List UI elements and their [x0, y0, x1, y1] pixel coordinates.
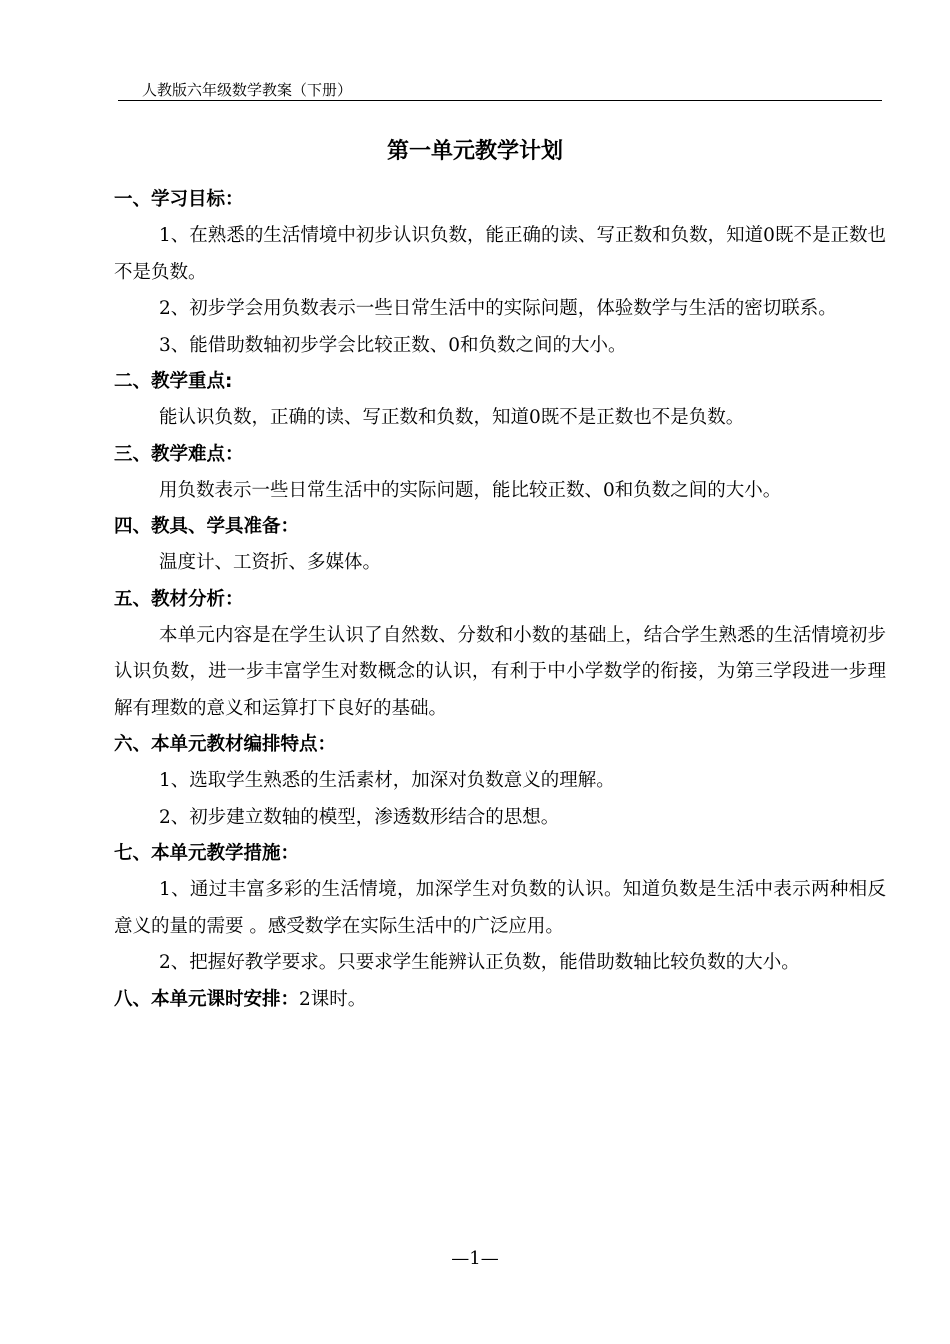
paragraph: 3、能借助数轴初步学会比较正数、0和负数之间的大小。 — [159, 334, 627, 356]
paragraph: 2、初步学会用负数表示一些日常生活中的实际问题，体验数学与生活的密切联系。 — [159, 298, 837, 319]
section-heading: 六、本单元教材编排特点： — [114, 734, 337, 755]
section-heading-schedule — [114, 982, 886, 1018]
paragraph: 用负数表示一些日常生活中的实际问题，能比较正数、0和负数之间的大小。 — [159, 479, 782, 501]
running-header — [118, 78, 882, 101]
header-text: 人教版六年级数学教案（下册） — [142, 81, 353, 99]
page-title: 第一单元教学计划 — [386, 139, 563, 164]
paragraph: 2、把握好教学要求。只要求学生能辨认正负数，能借助数轴比较负数的大小。 — [159, 952, 800, 973]
paragraph: 2、初步建立数轴的模型，渗透数形结合的思想。 — [159, 806, 560, 828]
document-body — [114, 182, 886, 1018]
section-heading: 四、教具、学具准备： — [114, 516, 300, 537]
paragraph: 1、通过丰富多彩的生活情境，加深学生对负数的认识。知道负数是生活中表示两种相反意义的量的需要 。感受数学在实际生活中的广泛应用。 — [114, 879, 886, 937]
schedule-value: 2课时。 — [299, 988, 367, 1010]
section-heading: 一、学习目标： — [114, 189, 244, 210]
schedule-label: 八、本单元课时安排： — [114, 988, 300, 1010]
section-heading: 二、教学重点: — [114, 371, 233, 392]
paragraph: 本单元内容是在学生认识了自然数、分数和小数的基础上，结合学生熟悉的生活情境初步认识负数，进一步丰富学生对数概念的认识，有利于中小学数学的衔接，为第三学段进一步理解有理数的意义和运算打下良好的基础。 — [114, 624, 886, 719]
section-heading: 五、教材分析： — [114, 588, 244, 610]
section-heading: 三、教学难点： — [114, 443, 244, 465]
paragraph: 1、在熟悉的生活情境中初步认识负数，能正确的读、写正数和负数，知道0既不是正数也不是负数。 — [114, 225, 886, 283]
paragraph: 1、选取学生熟悉的生活素材，加深对负数意义的理解。 — [159, 770, 615, 791]
page-number: —1— — [451, 1248, 499, 1269]
paragraph: 温度计、工资折、多媒体。 — [159, 552, 382, 573]
section-heading: 七、本单元教学措施： — [114, 843, 300, 864]
paragraph: 能认识负数，正确的读、写正数和负数，知道0既不是正数也不是负数。 — [159, 407, 745, 428]
